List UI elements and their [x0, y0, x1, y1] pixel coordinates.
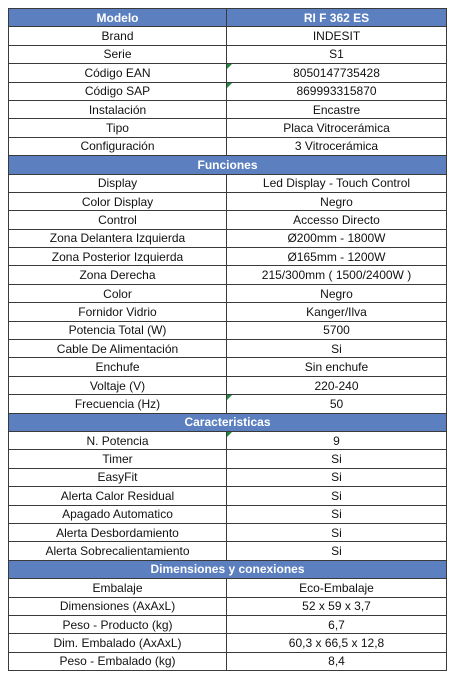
- table-row: [9, 82, 447, 100]
- cell-marker-icon: [227, 395, 232, 400]
- row-value: 3 Vitrocerámica: [227, 137, 447, 155]
- row-value: Si: [227, 542, 447, 560]
- header-row: [9, 9, 447, 27]
- row-value: Si: [227, 340, 447, 358]
- row-label: N. Potencia: [9, 431, 227, 449]
- row-value: 60,3 x 66,5 x 12,8: [227, 634, 447, 652]
- row-label: Zona Posterior Izquierda: [9, 248, 227, 266]
- row-value: Ø200mm - 1800W: [227, 229, 447, 247]
- row-label: Peso - Embalado (kg): [9, 652, 227, 670]
- row-value: Si: [227, 487, 447, 505]
- table-row: [9, 266, 447, 284]
- table-row: [9, 358, 447, 376]
- table-row: [9, 321, 447, 339]
- row-label: EasyFit: [9, 468, 227, 486]
- row-label: Zona Delantera Izquierda: [9, 229, 227, 247]
- table-row: [9, 64, 447, 82]
- row-value: Negro: [227, 192, 447, 210]
- row-label: Alerta Calor Residual: [9, 487, 227, 505]
- row-value: Led Display - Touch Control: [227, 174, 447, 192]
- table-row: [9, 303, 447, 321]
- section-header-funciones: [9, 156, 447, 174]
- row-label: Zona Derecha: [9, 266, 227, 284]
- row-value: 215/300mm ( 1500/2400W ): [227, 266, 447, 284]
- row-value: 5700: [227, 321, 447, 339]
- spec-sheet: [8, 8, 446, 671]
- table-row: [9, 137, 447, 155]
- row-value: Si: [227, 523, 447, 541]
- spec-table: [8, 8, 447, 671]
- table-row: [9, 27, 447, 45]
- row-label: Serie: [9, 45, 227, 63]
- table-row: [9, 634, 447, 652]
- section-header-caracteristicas: [9, 413, 447, 431]
- table-row: [9, 487, 447, 505]
- row-label: Potencia Total (W): [9, 321, 227, 339]
- section-title: Dimensiones y conexiones: [9, 560, 447, 578]
- row-value: Kanger/Ilva: [227, 303, 447, 321]
- table-row: [9, 505, 447, 523]
- row-value: S1: [227, 45, 447, 63]
- row-label: Control: [9, 211, 227, 229]
- row-label: Color: [9, 284, 227, 302]
- table-row: [9, 395, 447, 413]
- table-row: [9, 229, 447, 247]
- table-row: [9, 284, 447, 302]
- row-value-text: 869993315870: [296, 84, 377, 99]
- table-row: [9, 597, 447, 615]
- row-value: 220-240: [227, 376, 447, 394]
- row-value-text: 50: [329, 396, 344, 411]
- table-row: [9, 248, 447, 266]
- table-row: [9, 119, 447, 137]
- table-row: [9, 523, 447, 541]
- table-row: [9, 431, 447, 449]
- header-model: RI F 362 ES: [227, 9, 447, 27]
- table-row: [9, 652, 447, 670]
- row-value: [227, 431, 447, 449]
- section-header-dimensiones: [9, 560, 447, 578]
- row-label: Cable De Alimentación: [9, 340, 227, 358]
- row-label: Tipo: [9, 119, 227, 137]
- row-label: Voltaje (V): [9, 376, 227, 394]
- row-label: Alerta Desbordamiento: [9, 523, 227, 541]
- row-value: [227, 64, 447, 82]
- row-label: Dimensiones (AxAxL): [9, 597, 227, 615]
- row-value-text: 9: [333, 433, 340, 448]
- row-label: Instalación: [9, 100, 227, 118]
- table-row: [9, 100, 447, 118]
- table-row: [9, 542, 447, 560]
- row-value: 6,7: [227, 615, 447, 633]
- row-label: Color Display: [9, 192, 227, 210]
- row-label: Configuración: [9, 137, 227, 155]
- row-value: Placa Vitrocerámica: [227, 119, 447, 137]
- cell-marker-icon: [227, 64, 232, 69]
- table-row: [9, 376, 447, 394]
- row-value: INDESIT: [227, 27, 447, 45]
- row-value: Si: [227, 505, 447, 523]
- row-value: Si: [227, 450, 447, 468]
- row-value: Negro: [227, 284, 447, 302]
- row-value: Eco-Embalaje: [227, 579, 447, 597]
- table-row: [9, 450, 447, 468]
- row-label: Peso - Producto (kg): [9, 615, 227, 633]
- table-row: [9, 340, 447, 358]
- row-label: Frecuencia (Hz): [9, 395, 227, 413]
- row-value: Si: [227, 468, 447, 486]
- row-label: Embalaje: [9, 579, 227, 597]
- row-value-text: 8050147735428: [293, 65, 380, 80]
- row-label: Brand: [9, 27, 227, 45]
- table-row: [9, 45, 447, 63]
- row-value: 52 x 59 x 3,7: [227, 597, 447, 615]
- row-value: [227, 395, 447, 413]
- table-row: [9, 615, 447, 633]
- row-value: 8,4: [227, 652, 447, 670]
- table-row: [9, 211, 447, 229]
- row-value: Accesso Directo: [227, 211, 447, 229]
- row-label: Apagado Automatico: [9, 505, 227, 523]
- section-title: Caracteristicas: [9, 413, 447, 431]
- table-row: [9, 192, 447, 210]
- row-label: Código SAP: [9, 82, 227, 100]
- row-label: Dim. Embalado (AxAxL): [9, 634, 227, 652]
- table-row: [9, 579, 447, 597]
- table-row: [9, 468, 447, 486]
- cell-marker-icon: [227, 83, 232, 88]
- row-label: Alerta Sobrecalientamiento: [9, 542, 227, 560]
- table-row: [9, 174, 447, 192]
- row-value: Encastre: [227, 100, 447, 118]
- row-value: [227, 82, 447, 100]
- row-label: Fornidor Vidrio: [9, 303, 227, 321]
- section-title: Funciones: [9, 156, 447, 174]
- row-value: Ø165mm - 1200W: [227, 248, 447, 266]
- header-label: Modelo: [9, 9, 227, 27]
- row-label: Timer: [9, 450, 227, 468]
- row-value: Sin enchufe: [227, 358, 447, 376]
- row-label: Enchufe: [9, 358, 227, 376]
- row-label: Display: [9, 174, 227, 192]
- row-label: Código EAN: [9, 64, 227, 82]
- cell-marker-icon: [227, 432, 232, 437]
